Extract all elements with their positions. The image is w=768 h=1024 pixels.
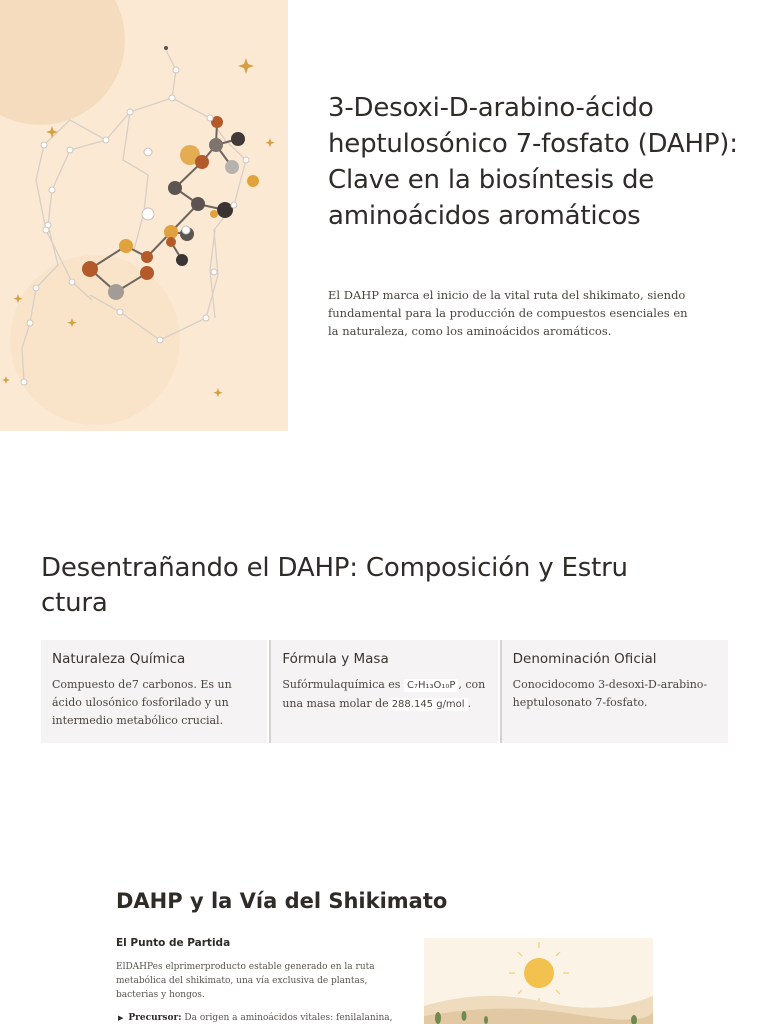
card-body-text: , con una masa molar de (282, 678, 486, 710)
card-official-name (500, 640, 728, 743)
shikimate-section-title: DAHP y la Vía del Shikimato (116, 889, 448, 913)
card-title: Naturaleza Química (52, 651, 186, 667)
list-item (118, 1011, 418, 1024)
card-body-text: . (467, 697, 472, 710)
hero-title: 3-Desoxi-D-arabino-ácido heptulosónico 7-fosfato (DAHP): Clave en la biosíntesis de aminoácidos aromáticos (328, 93, 738, 231)
shikimate-body: ElDAHPes elprimerproducto estable generado en la ruta metabólica del shikimato, una vía exclusiva de plantas, bacterias y hongos. (116, 962, 375, 1000)
card-body: Compuesto de7 carbonos. Es un ácido ulosónico fosforilado y un intermedio metabólico crucial. (52, 678, 232, 727)
landscape-sun-illustration (424, 938, 653, 1024)
card-chemical-nature (41, 640, 267, 743)
bullet-text: Da origen a aminoácidos vitales: fenilalanina, (181, 1013, 393, 1023)
shikimate-subtitle: El Punto de Partida (116, 937, 231, 949)
bullet-label: Precursor: (128, 1013, 182, 1023)
card-body (282, 676, 486, 714)
card-body-text: Sufórmulaquímica es (282, 678, 404, 691)
composition-section-title: Desentrañando el DAHP: Composición y Estru ctura (41, 553, 628, 618)
molar-mass-chip: 288.145 g/mol (389, 698, 468, 711)
card-body: Conocidocomo 3-desoxi-D-arabino-heptulosonato 7-fosfato. (512, 678, 708, 709)
card-title: Denominación Oficial (512, 651, 657, 667)
composition-cards (41, 640, 728, 743)
bullet-icon: ▶ (118, 1014, 124, 1022)
card-title: Fórmula y Masa (282, 651, 389, 667)
hero-molecule-illustration (0, 0, 288, 431)
formula-chip: C₇H₁₃O₁₀P (404, 679, 458, 692)
card-formula-mass (269, 640, 497, 743)
hero-subtitle: El DAHP marca el inicio de la vital ruta del shikimato, siendo fundamental para la producción de compuestos esenciales en la naturaleza, como los aminoácidos aromáticos. (328, 288, 688, 338)
